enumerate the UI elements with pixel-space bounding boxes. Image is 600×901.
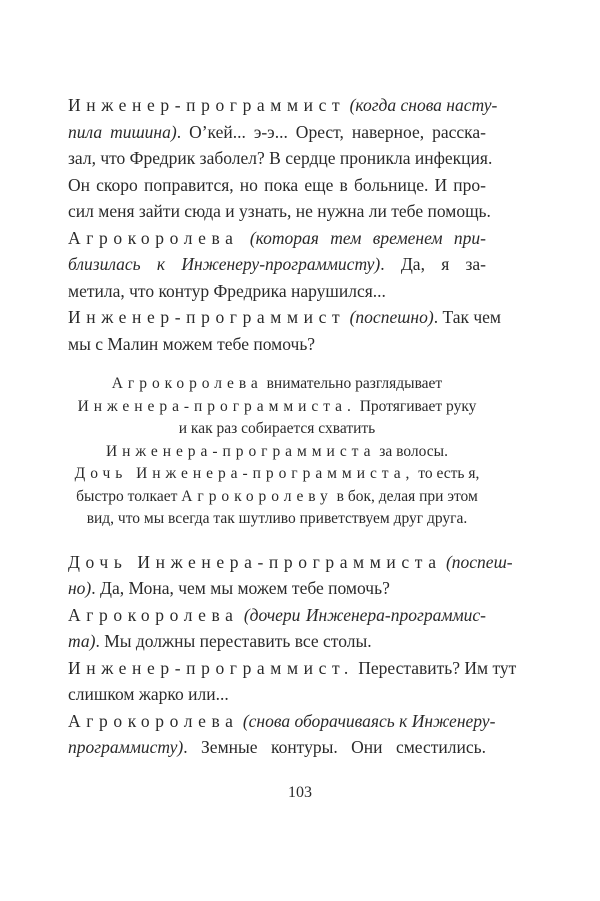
line-text: . Мы должны переставить все столы.	[95, 631, 372, 651]
line-text: . Так чем	[433, 307, 501, 327]
stage-remark: (снова оборачиваясь к Инженеру-	[242, 710, 496, 731]
stage-remark: (дочери Инженера-программис-	[243, 604, 486, 625]
line-text: за волосы.	[375, 442, 448, 460]
text-line	[68, 119, 486, 146]
text-line	[68, 734, 486, 761]
stage-direction	[68, 373, 486, 531]
text-line	[68, 198, 491, 225]
stage-remark: та)	[68, 631, 96, 651]
stage-remark: пила тишина)	[68, 121, 177, 142]
line-text: Переставить? Им тут	[353, 657, 517, 678]
speaker-name: Агрокоролева	[111, 375, 263, 392]
text-line	[68, 486, 486, 509]
stage-remark: (которая тем временем при-	[249, 227, 486, 248]
text-line	[68, 628, 486, 655]
line-text: внимательно разглядывает	[262, 375, 443, 392]
text-line	[68, 331, 486, 358]
text-line	[68, 373, 486, 396]
text-line	[68, 602, 486, 629]
text-line	[68, 463, 486, 486]
text-line	[68, 575, 486, 602]
line-text: слишком жарко или...	[68, 684, 229, 704]
speaker-name: Агрокоролеву	[181, 487, 333, 505]
book-page-text	[68, 92, 517, 761]
line-text	[238, 228, 249, 248]
text-line	[68, 681, 486, 708]
line-text: . Да, Мона, чем мы можем тебе помочь?	[91, 578, 390, 598]
speaker-name: Инженера-программиста.	[77, 397, 356, 415]
line-text: . О’кей... э-э... Орест, наверное, расска-	[176, 121, 487, 142]
stage-remark: (поспеш-	[445, 551, 513, 572]
speaker-name: Инженер-программист.	[68, 657, 354, 678]
line-text: сил меня зайти сюда и узнать, не нужна ли тебе помощь.	[68, 201, 491, 221]
speaker-name: Агрокоролева	[68, 227, 239, 248]
line-text: быстро толкает	[76, 487, 182, 505]
stage-remark: но)	[68, 578, 92, 598]
speaker-name: Агрокоролева	[68, 710, 239, 731]
text-line	[68, 92, 498, 119]
stage-remark: программисту)	[68, 737, 184, 757]
stage-remark: (поспешно)	[349, 307, 434, 327]
speaker-name: Инженера-программиста	[106, 442, 376, 460]
speaker-name: Дочь Инженера-программиста,	[74, 465, 415, 482]
text-line	[68, 549, 513, 576]
text-line	[68, 418, 486, 441]
text-line	[68, 441, 486, 464]
text-line	[68, 655, 517, 682]
line-text: и как раз собирается схватить	[178, 420, 376, 437]
speaker-name: Инженер-программист	[68, 307, 346, 327]
text-line	[68, 278, 486, 305]
text-line	[68, 225, 486, 252]
text-line	[68, 304, 501, 331]
text-line	[68, 508, 486, 531]
line-text: вид, что мы всегда так шутливо приветствуем друг друга.	[86, 510, 468, 527]
text-line	[68, 172, 486, 199]
speaker-name: Дочь Инженера-программиста	[68, 551, 442, 572]
text-line	[68, 251, 486, 278]
speaker-name: Агрокоролева	[68, 604, 239, 625]
text-line	[68, 145, 493, 172]
page-number: 103	[288, 784, 312, 801]
line-text: Протягивает руку	[355, 397, 477, 415]
speaker-name: Инженер-программист	[68, 95, 346, 115]
line-text: то есть я,	[414, 465, 480, 482]
line-text: Он скоро поправится, но пока еще в больнице. И про-	[68, 174, 486, 195]
text-line	[68, 708, 496, 735]
line-text: . Да, я за-	[380, 254, 486, 274]
dialogue-block-top	[68, 92, 501, 357]
dialogue-block-bottom	[68, 549, 517, 761]
stage-remark: близилась к Инженеру-программисту)	[68, 254, 381, 274]
line-text: . Земные контуры. Они сместились.	[183, 737, 486, 757]
line-text: зал, что Фредрик заболел? В сердце проникла инфекция.	[68, 148, 493, 168]
line-text: мы с Малин можем тебе помочь?	[68, 333, 316, 354]
line-text: метила, что контур Фредрика нарушился...	[68, 280, 386, 301]
text-line	[68, 396, 486, 419]
stage-remark: (когда снова насту-	[349, 95, 498, 115]
line-text: в бок, делая при этом	[332, 487, 478, 505]
